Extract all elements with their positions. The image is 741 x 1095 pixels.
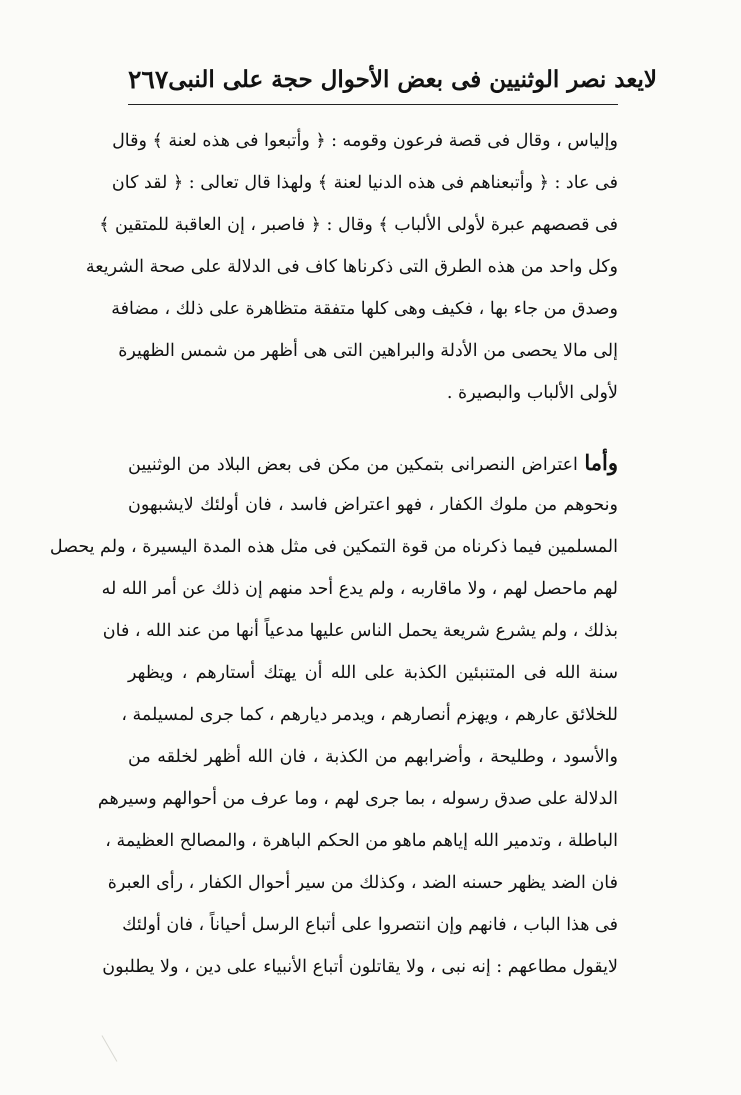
text-line: لأولى الألباب والبصيرة . — [446, 383, 618, 403]
text-line: فى قصصهم عبرة لأولى الألباب ﴾ وقال : ﴿ فاصبر ، إن العاقبة للمتقين ﴾ — [99, 215, 618, 235]
running-title: لايعد نصر الوثنيين فى بعض الأحوال حجة على النبى — [168, 65, 657, 93]
text-line: فان الضد يظهر حسنه الضد ، وكذلك من سير أحوال الكفار ، رأى العبرة — [107, 873, 618, 893]
text-line: فى عاد : ﴿ وأتبعناهم فى هذه الدنيا لعنة ﴾ ولهذا قال تعالى : ﴿ لقد كان — [111, 173, 618, 193]
text-line-rest: اعتراض النصرانى بتمكين من مكن فى بعض البلاد من الوثنيين — [128, 455, 585, 475]
paragraph-2 — [49, 442, 618, 988]
text-line: ونحوهم من ملوك الكفار ، فهو اعتراض فاسد ، فان أولئك لايشبهون — [128, 495, 618, 515]
header-rule — [128, 104, 618, 105]
paper-crease-mark — [102, 1028, 130, 1061]
text-line-first — [128, 442, 618, 484]
text-line: فى هذا الباب ، فانهم وإن انتصروا على أتباع الرسل أحياناً ، فان أولئك — [122, 915, 618, 935]
text-line: للخلائق عارهم ، ويهزم أنصارهم ، ويدمر ديارهم ، كما جرى لمسيلمة ، — [121, 705, 618, 725]
text-line: لهم ماحصل لهم ، ولا ماقاربه ، ولم يدع أحد منهم إن ذلك عن أمر الله له — [101, 579, 618, 599]
text-line: سنة الله فى المتنبئين الكذبة على الله أن يهتك أستارهم ، ويظهر — [128, 663, 618, 683]
paragraph-1 — [85, 120, 618, 414]
text-line: وصدق من جاء بها ، فكيف وهى كلها متفقة متظاهرة على ذلك ، مضافة — [111, 299, 618, 319]
text-line: وكل واحد من هذه الطرق التى ذكرناها كاف فى الدلالة على صحة الشريعة — [85, 257, 618, 277]
page-number: ٢٦٧ — [128, 64, 169, 94]
text-line: إلى مالا يحصى من الأدلة والبراهين التى هى أظهر من شمس الظهيرة — [118, 341, 618, 361]
text-line: المسلمين فيما ذكرناه من قوة التمكين فى مثل هذه المدة اليسيرة ، ولم يحصل — [49, 537, 618, 557]
text-line: بذلك ، ولم يشرع شريعة يحمل الناس عليها مدعياً أنها من عند الله ، فان — [102, 621, 618, 641]
text-line: وإلياس ، وقال فى قصة فرعون وقومه : ﴿ وأتبعوا فى هذه لعنة ﴾ وقال — [112, 131, 618, 151]
text-line: لايقول مطاعهم : إنه نبى ، ولا يقاتلون أتباع الأنبياء على دين ، ولا يطلبون — [102, 957, 618, 977]
page-header — [128, 58, 657, 100]
text-line: الباطلة ، وتدمير الله إياهم ماهو من الحكم الباهرة ، والمصالح العظيمة ، — [105, 831, 618, 851]
paragraph-opening-word: وأما — [584, 450, 618, 475]
text-line: الدلالة على صدق رسوله ، بما جرى لهم ، وما عرف من أحوالهم وسيرهم — [97, 789, 618, 809]
text-line: والأسود ، وطليحة ، وأضرابهم من الكذبة ، فان الله أظهر لخلقه من — [128, 747, 618, 767]
